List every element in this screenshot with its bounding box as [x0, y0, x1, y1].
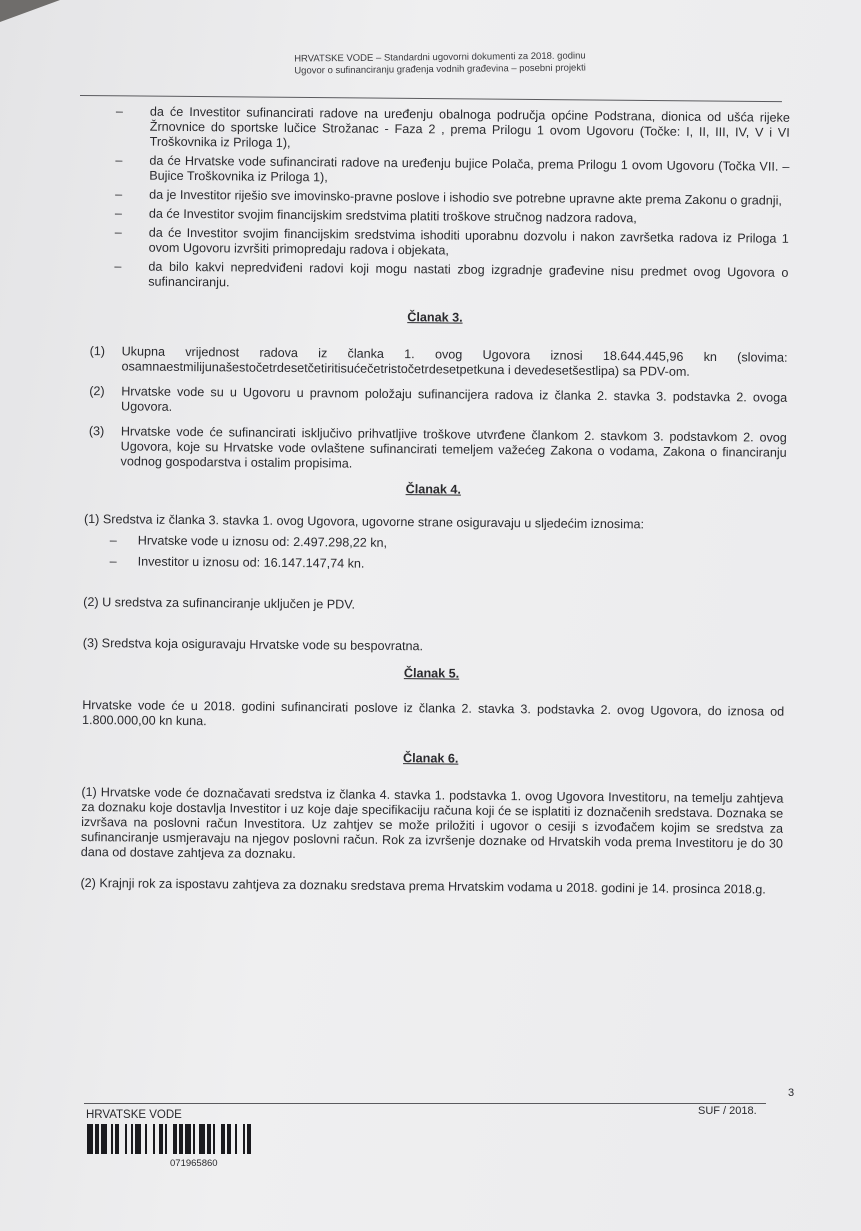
dash-marker: – — [115, 187, 123, 202]
bullet-item — [82, 259, 788, 296]
barcode-bar — [227, 1124, 231, 1154]
barcode-bar — [207, 1124, 211, 1154]
article-4-body — [79, 512, 786, 658]
barcode-bar — [131, 1124, 133, 1154]
article-3-body — [80, 344, 787, 476]
barcode-bar — [221, 1124, 225, 1154]
bullet-text: da će Hrvatske vode sufinancirati radove na uređenju bujice Polača, prema Prilogu 1 ovom Ugovoru (Točka VII. – Bujice Troškovnika iz Priloga 1), — [149, 153, 790, 185]
sub-bullet — [110, 554, 786, 575]
article-4-paragraph-2: (2) U sredstva za sufinanciranje uključen je PDV. — [83, 595, 356, 612]
bullet-text: da je Investitor riješio sve imovinsko-pravne poslove i ishodio sve potrebne upravne akte prema Zakonu o gradnji, — [149, 187, 782, 208]
item-number: (1) — [89, 344, 106, 359]
bullet-item — [84, 104, 790, 156]
barcode-bar — [193, 1124, 195, 1154]
article-6-paragraph-2: (2) Krajnji rok za ispostavu zahtjeva za doznaku sredstava prema Hrvatskim vodama u 2018. godini je 14. prosinca 2018.g. — [80, 876, 766, 897]
item-number: (2) — [89, 384, 105, 399]
article-3-title: Članak 3. — [407, 310, 463, 325]
dash-marker: – — [114, 206, 123, 221]
barcode-bar — [247, 1124, 251, 1154]
sub-bullet — [110, 533, 786, 554]
barcode-bar — [213, 1124, 215, 1154]
numbered-item — [80, 424, 786, 476]
bullet-text: da bilo kakvi nepredviđeni radovi koji mogu nastati zbog izgradnje građevine nisu predmet ovog Ugovora o sufinanciranju. — [148, 259, 789, 290]
article-5-title: Članak 5. — [403, 666, 460, 681]
sub-bullet-text: Investitor u iznosu od: 16.147.147,74 kn. — [137, 554, 365, 571]
barcode-bar — [199, 1124, 205, 1154]
article-5-text: Hrvatske vode će u 2018. godini sufinancirati poslove iz članka 2. stavka 3. podstavka 2. ovog Ugovora, do iznosa od 1.800.000,00 kn kuna. — [82, 698, 785, 729]
dash-marker: – — [109, 533, 117, 548]
barcode-bar — [145, 1124, 147, 1154]
article-4-paragraph-1: (1) Sredstva iz članka 3. stavka 1. ovog Ugovora, ugovorne strane osiguravaju u sljedećim iznosima: — [83, 512, 645, 532]
item-number: (3) — [88, 424, 105, 439]
header-line-2: Ugovor o sufinanciranju građenja vodnih građevina – posebni projekti — [294, 62, 586, 77]
barcode-bar — [135, 1124, 141, 1154]
article-6-title: Članak 6. — [403, 751, 459, 766]
barcode-bar — [235, 1124, 237, 1154]
item-text: Ukupna vrijednost radova iz članka 1. ovog Ugovora iznosi 18.644.445,96 kn (slovima: osamnaestmilijunašestočetrdesetčetiritisućečetristočetrdesetpetkuna i devedesetšestlipa) sa PDV-om. — [121, 344, 788, 379]
dash-marker: – — [114, 259, 122, 274]
barcode-bar — [165, 1124, 167, 1154]
barcode-bar — [179, 1124, 183, 1154]
document-code: SUF / 2018. — [698, 1105, 757, 1117]
barcode-bar — [87, 1124, 93, 1154]
barcode-bar — [111, 1124, 113, 1154]
dash-marker: – — [115, 104, 124, 119]
bullet-item — [83, 225, 789, 262]
page-corner-shadow — [0, 0, 60, 22]
bullet-text: da će Investitor svojim financijskim sredstvima ishoditi uporabnu dozvolu i nakon završetka radova iz Priloga 1 ovom Ugovoru izvršiti primopredaju radova i objekata, — [148, 225, 789, 258]
sub-bullet-text: Hrvatske vode u iznosu od: 2.497.298,22 kn, — [137, 533, 388, 550]
numbered-item — [81, 344, 787, 381]
item-text: Hrvatske vode su u Ugovoru u pravnom položaju sufinancijera radova iz članka 2. stavka 3. podstavka 2. ovoga Ugovora. — [121, 384, 788, 414]
header-line-1: HRVATSKE VODE – Standardni ugovorni dokumenti za 2018. godinu — [294, 50, 586, 65]
barcode-number: 071965860 — [170, 1158, 218, 1169]
header-divider — [80, 95, 782, 102]
barcode-bar — [185, 1124, 191, 1154]
dash-marker: – — [109, 554, 117, 569]
document-header — [190, 49, 690, 78]
barcode-bar — [153, 1124, 155, 1154]
article-6-paragraph-1: (1) Hrvatske vode će doznačavati sredstva iz članka 4. stavka 1. podstavka 1. ovog Ugovora Investitoru, na temelju zahtjeva za doznaku koje dostavlja Investitor i uz koje daje specifikaciju računa koji će se isplatiti iz doznačenih sredstava. Doznaka se izvršava na poslovni račun Investitora. Uz zahtjev se može priložiti i ugovor o cesiji s izvođačem kojim se sredstva za sufinanciranje usmjeravaju na njegov poslovni račun. Rok za izvršenje doznake od Hrvatskih voda prema Investitoru je do 30 dana od dostave zahtjeva za doznaku. — [80, 785, 784, 862]
item-text: Hrvatske vode će sufinancirati isključivo prihvatljive troškove utvrđene člankom 2. stavkom 3. podstavkom 2. ovog Ugovora, koje su Hrvatske vode ovlaštene sufinancirati temeljem važećeg Zakona o vodama, Zakona o financiranju vodnog gospodarstva i ostalim propisima. — [120, 424, 787, 471]
barcode-bar — [243, 1124, 245, 1154]
article-4-title: Članak 4. — [405, 482, 462, 497]
bullet-text: da će Investitor sufinancirati radove na uređenju obalnoga područja općine Podstrana, dionica od ušća rijeke Žrnovnice do sportske lučice Strožanac - Faza 2 , prema Prilogu 1 ovom Ugovoru (Točke: I, II, III, IV, V i VI Troškovnika iz Priloga 1), — [149, 104, 790, 150]
bullet-item — [83, 206, 789, 228]
article-4-paragraph-3: (3) Sredstva koja osiguravaju Hrvatske vode su bespovratna. — [82, 636, 424, 654]
barcode-bar — [173, 1124, 177, 1154]
barcode-bar — [101, 1124, 107, 1154]
barcode-bar — [125, 1124, 127, 1154]
numbered-item — [81, 384, 787, 421]
bullet-list — [82, 104, 790, 296]
footer-organization: HRVATSKE VODE — [86, 1109, 182, 1121]
barcode — [87, 1124, 323, 1154]
barcode-bar — [115, 1124, 119, 1154]
footer-divider — [84, 1103, 766, 1104]
barcode-bar — [159, 1124, 163, 1154]
bullet-text: da će Investitor svojim financijskim sredstvima platiti troškove stručnog nadzora radova, — [148, 206, 637, 226]
barcode-bar — [95, 1124, 99, 1154]
bullet-item — [83, 153, 789, 190]
document-body — [76, 104, 790, 898]
dash-marker: – — [114, 225, 122, 240]
page-number: 3 — [788, 1087, 795, 1099]
dash-marker: – — [115, 153, 123, 168]
bullet-item — [83, 187, 789, 209]
